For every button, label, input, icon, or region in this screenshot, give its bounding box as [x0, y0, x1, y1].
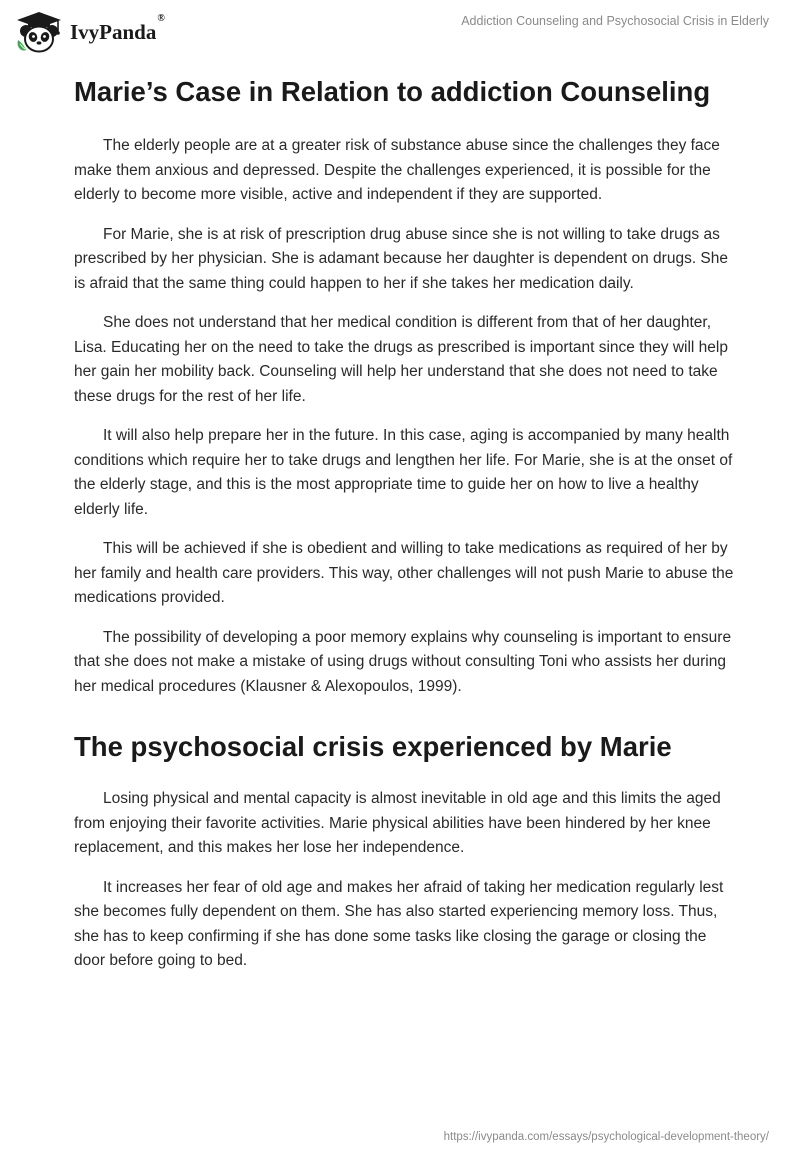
logo-wordmark: IvyPanda®	[70, 12, 165, 44]
essay-body	[74, 72, 734, 989]
paragraph: Losing physical and mental capacity is almost inevitable in old age and this limits the aged from enjoying their favorite activities. Marie physical abilities have been hindered by her knee replacement, and this makes her lose her independence.	[74, 790, 721, 856]
paragraph: She does not understand that her medical condition is different from that of her daughter, Lisa. Educating her on the need to take the drugs as prescribed is important since they will help her gain her mobility back. Counseling will help her understand that she does not need to take these drugs for the rest of her life.	[74, 314, 728, 405]
section-heading: The psychosocial crisis experienced by Marie	[74, 731, 672, 762]
source-url-link[interactable]: https://ivypanda.com/essays/psychological-development-theory/	[443, 1131, 769, 1143]
paragraph: The elderly people are at a greater risk of substance abuse since the challenges they face make them anxious and depressed. Despite the challenges experienced, it is possible for the elderly to become more visible, active and independent if they are supported.	[74, 137, 720, 203]
paragraph: It will also help prepare her in the future. In this case, aging is accompanied by many health conditions which require her to take drugs and lengthen her life. For Marie, she is at the onset of the elderly stage, and this is the most appropriate time to guide her on how to live a healthy elderly life.	[74, 427, 733, 518]
panda-graduate-icon	[14, 10, 64, 54]
paragraph: This will be achieved if she is obedient and willing to take medications as required of her by her family and health care providers. This way, other challenges will not push Marie to abuse the medications provided.	[74, 540, 734, 606]
section-heading: Marie’s Case in Relation to addiction Counseling	[74, 76, 711, 107]
ivypanda-logo[interactable]	[14, 10, 165, 54]
paragraph: The possibility of developing a poor memory explains why counseling is important to ensure that she does not make a mistake of using drugs without consulting Toni who assists her during her medical procedures (Klausner & Alexopoulos, 1999).	[74, 628, 732, 695]
paragraph: For Marie, she is at risk of prescription drug abuse since she is not willing to take drugs as prescribed by her physician. She is adamant because her daughter is dependent on drugs. She is afraid that the same thing could happen to her if she takes her medication daily.	[74, 225, 729, 292]
running-title: Addiction Counseling and Psychosocial Crisis in Elderly	[461, 14, 769, 28]
page-header	[0, 0, 800, 60]
registered-mark: ®	[157, 12, 165, 24]
paragraph: It increases her fear of old age and makes her afraid of taking her medication regularly lest she becomes fully dependent on them. She has also started experiencing memory loss. Thus, she has to keep confirming if she has done some tasks like closing the garage or closing the door before going to bed.	[74, 878, 724, 969]
